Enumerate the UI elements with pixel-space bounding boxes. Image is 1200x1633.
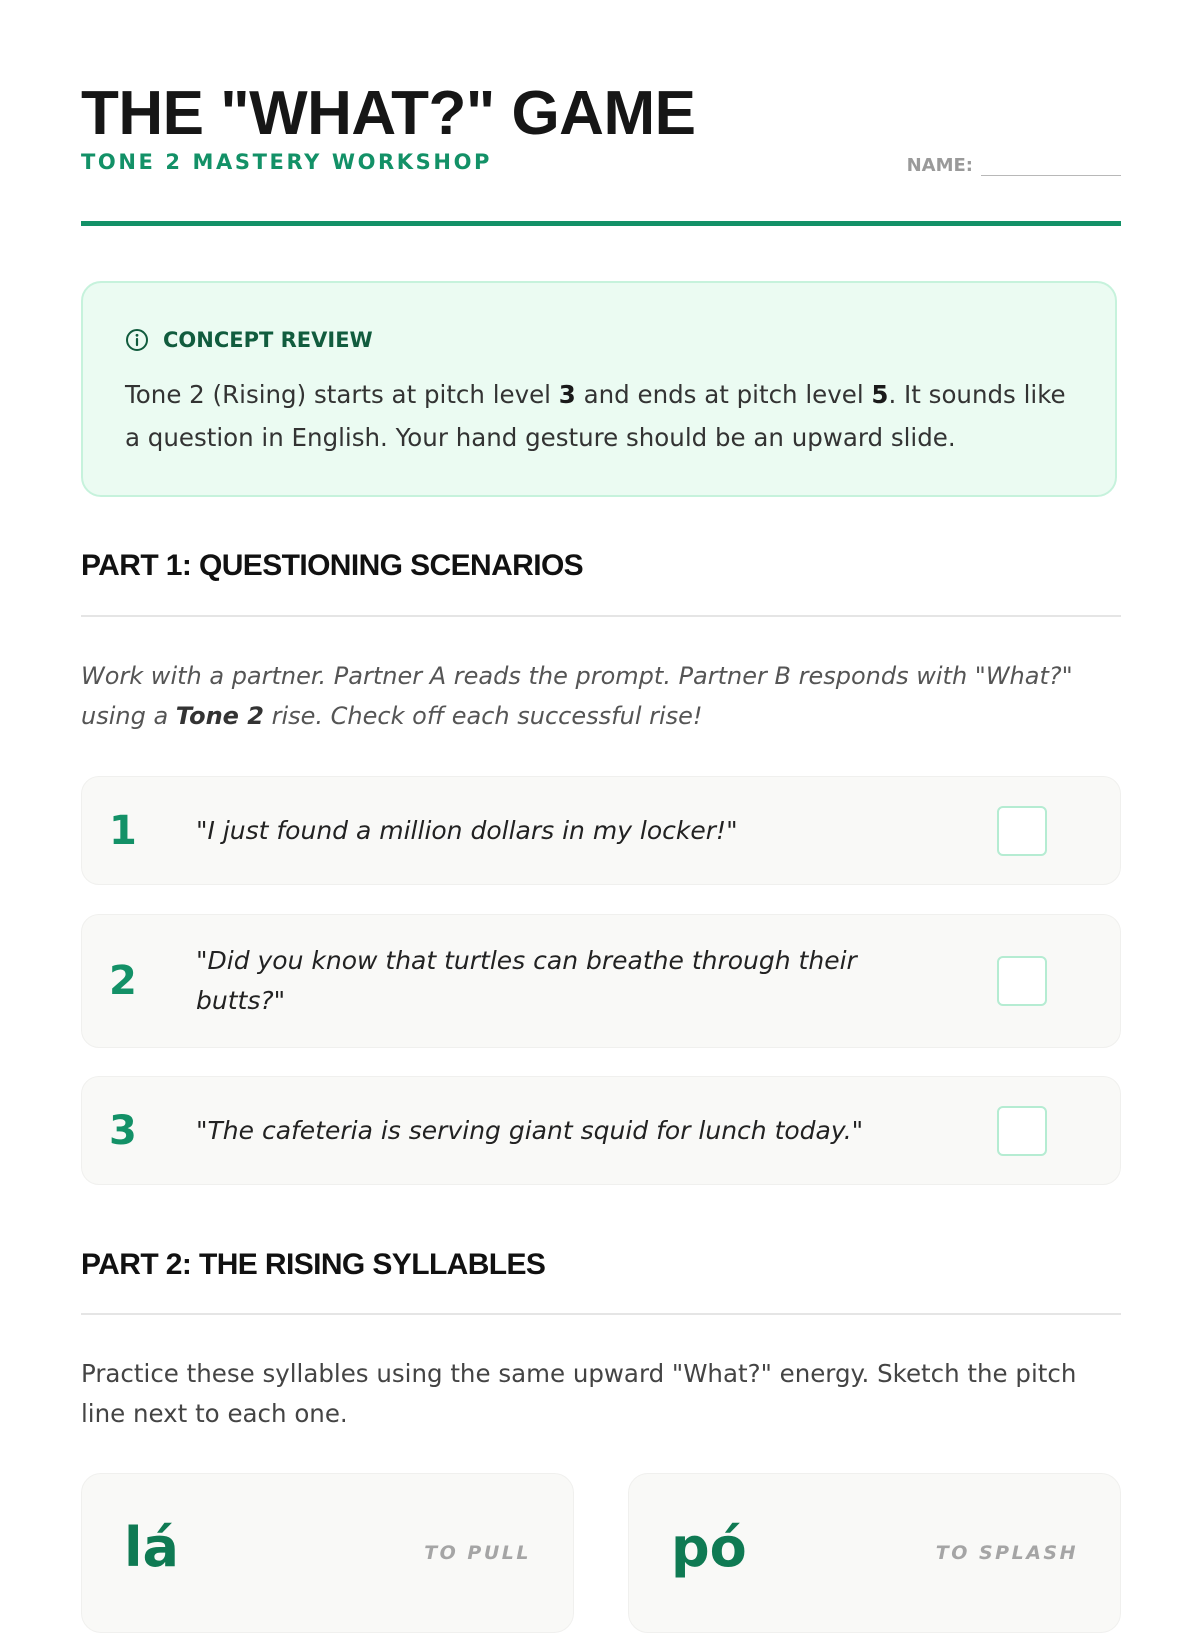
scenario-card [81, 1076, 1121, 1185]
part1-divider [81, 615, 1121, 617]
scenario-number: 2 [109, 958, 137, 1004]
part1-instructions [81, 656, 1121, 736]
scenario-number: 3 [109, 1107, 137, 1154]
end-pitch-level: 5 [871, 380, 889, 409]
part1-title: PART 1: QUESTIONING SCENARIOS [81, 549, 584, 582]
syllable-text: pó [671, 1516, 747, 1579]
start-pitch-level: 3 [558, 380, 576, 409]
scenario-prompt: "Did you know that turtles can breathe through their butts?" [196, 946, 857, 1015]
name-blank-line[interactable] [981, 157, 1121, 176]
part2-title: PART 2: THE RISING SYLLABLES [81, 1248, 546, 1281]
syllable-meaning: TO PULL [424, 1542, 531, 1564]
page-subtitle: TONE 2 MASTERY WORKSHOP [81, 150, 493, 174]
scenario-prompt: "The cafeteria is serving giant squid for lunch today." [196, 1115, 864, 1145]
page-title: THE "WHAT?" GAME [81, 79, 696, 148]
scenario-checkbox[interactable] [997, 1106, 1047, 1156]
name-field[interactable] [907, 155, 1121, 176]
concept-review-heading: CONCEPT REVIEW [163, 328, 373, 352]
part1-instructions-text-1: Work with a partner. Partner A reads the prompt. Partner B responds with "What?" using a [81, 662, 1073, 730]
scenario-checkbox[interactable] [997, 806, 1047, 856]
part1-instructions-text-2: rise. Check off each successful rise! [263, 702, 703, 730]
name-label: NAME: [906, 155, 973, 176]
scenario-card [81, 914, 1121, 1048]
syllable-meaning: TO SPLASH [935, 1542, 1078, 1564]
scenario-prompt: "I just found a million dollars in my locker!" [196, 815, 738, 845]
concept-review-header [125, 328, 373, 352]
concept-text-part-1: Tone 2 (Rising) starts at pitch level [125, 380, 559, 409]
concept-text-part-2: and ends at pitch level [575, 380, 872, 409]
info-circle-icon [125, 328, 149, 352]
syllable-card [628, 1473, 1121, 1633]
scenario-checkbox[interactable] [997, 956, 1047, 1006]
concept-review-box [81, 281, 1117, 497]
scenario-card [81, 776, 1121, 885]
part2-divider [81, 1313, 1121, 1315]
concept-text-part-3: . It sounds like a question in English. Your hand gesture should be an upward slide. [125, 380, 1066, 452]
syllable-card [81, 1473, 574, 1633]
part2-instructions: Practice these syllables using the same upward "What?" energy. Sketch the pitch line next to each one. [81, 1359, 1077, 1428]
header-divider [81, 221, 1121, 226]
concept-review-text [125, 373, 1085, 459]
part1-instructions-bold: Tone 2 [175, 702, 264, 730]
syllable-text: lá [124, 1516, 179, 1579]
scenario-number: 1 [109, 807, 137, 854]
